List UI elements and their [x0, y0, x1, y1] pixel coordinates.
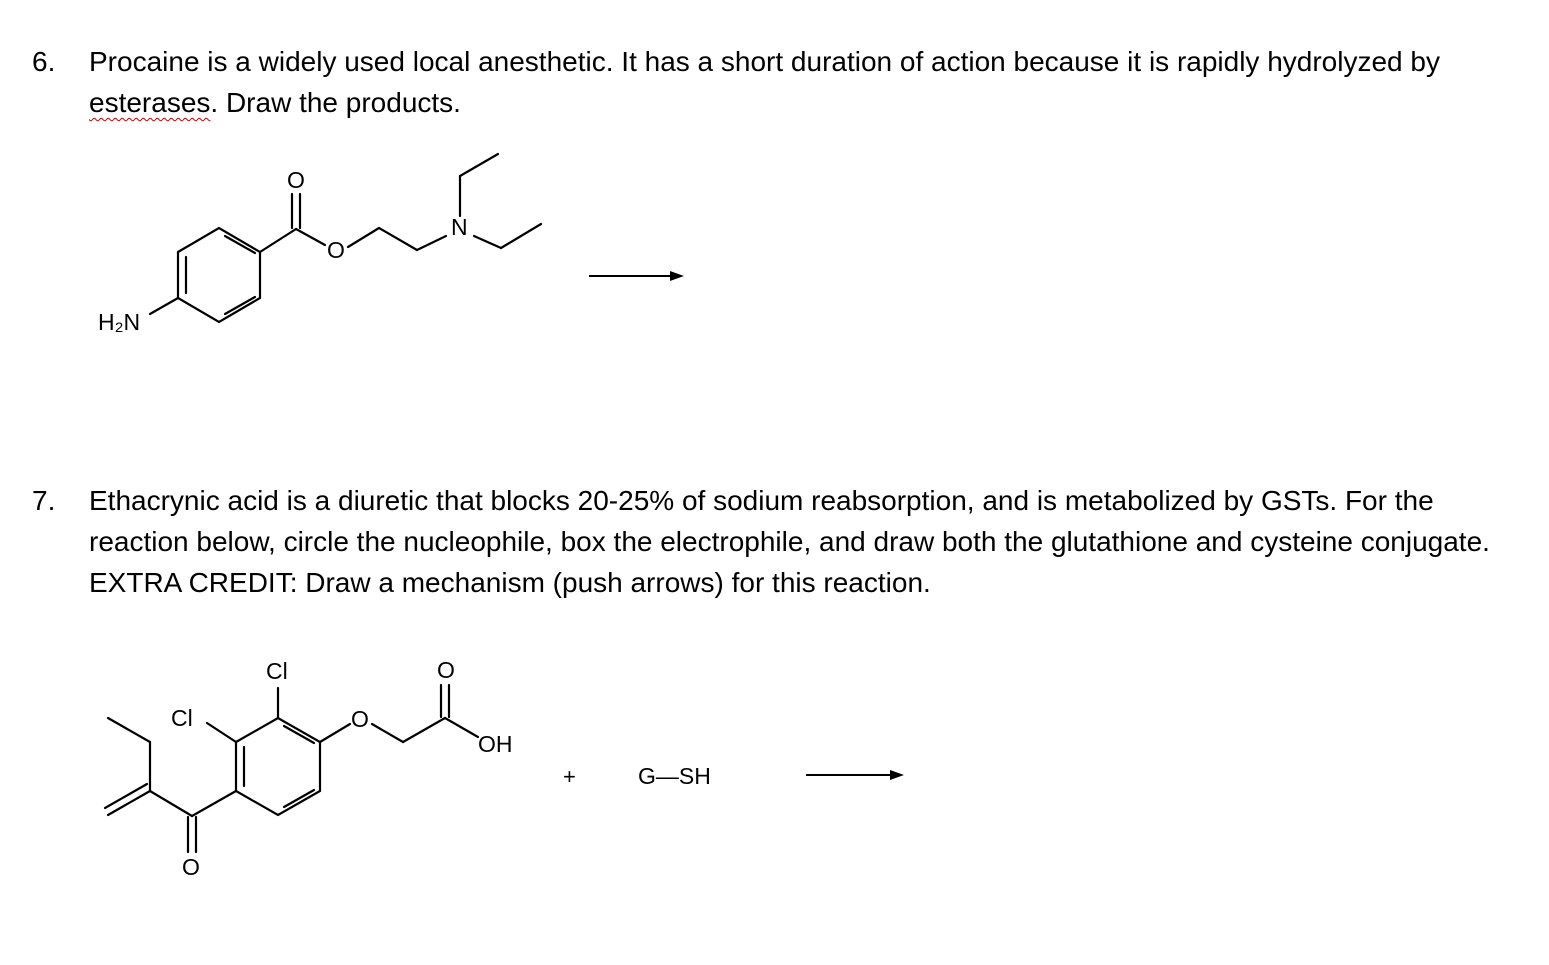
misspelled-word: esterases — [89, 87, 211, 118]
ethacrynic-cl-top-label: Cl — [266, 658, 288, 684]
ethacrynic-acid-oh-label: OH — [478, 731, 513, 757]
procaine-carbonyl-o-label: O — [287, 167, 305, 193]
reaction-arrow-7 — [806, 770, 904, 780]
procaine-structure — [98, 154, 541, 335]
plus-sign: + — [563, 764, 576, 789]
glutathione-reagent-label: G—SH — [638, 763, 711, 789]
procaine-amine-label: H₂N — [98, 309, 141, 335]
reaction-arrow-6 — [589, 271, 684, 281]
ethacrynic-cl-left-label: Cl — [171, 705, 193, 731]
ethacrynic-benzene-ring — [236, 718, 320, 815]
question-7-number: 7. — [32, 485, 56, 516]
question-6-text-after: . Draw the products. — [210, 87, 461, 118]
ethacrynic-ether-o-label: O — [351, 706, 369, 732]
ethacrynic-acid-carbonyl-o-label: O — [437, 657, 455, 683]
ethacrynic-ketone-o-label: O — [182, 854, 200, 880]
question-7-text: Ethacrynic acid is a diuretic that blocks 20-25% of sodium reabsorption, and is metabolized by GSTs. For the reaction below, circle the nucleophile, box the electrophile, and draw both the glutathione and cysteine conjugate. EXTRA CREDIT: Draw a mechanism (push arrows) for this reaction. — [89, 485, 1490, 598]
procaine-benzene-ring — [178, 228, 260, 322]
question-6-number: 6. — [32, 46, 56, 77]
question-6-text-before: Procaine is a widely used local anesthetic. It has a short duration of action because it is rapidly hydrolyzed by — [89, 46, 1440, 77]
ethacrynic-acid-structure — [105, 657, 513, 880]
procaine-ester-o-label: O — [327, 237, 345, 263]
procaine-nitrogen-label: N — [451, 214, 468, 240]
